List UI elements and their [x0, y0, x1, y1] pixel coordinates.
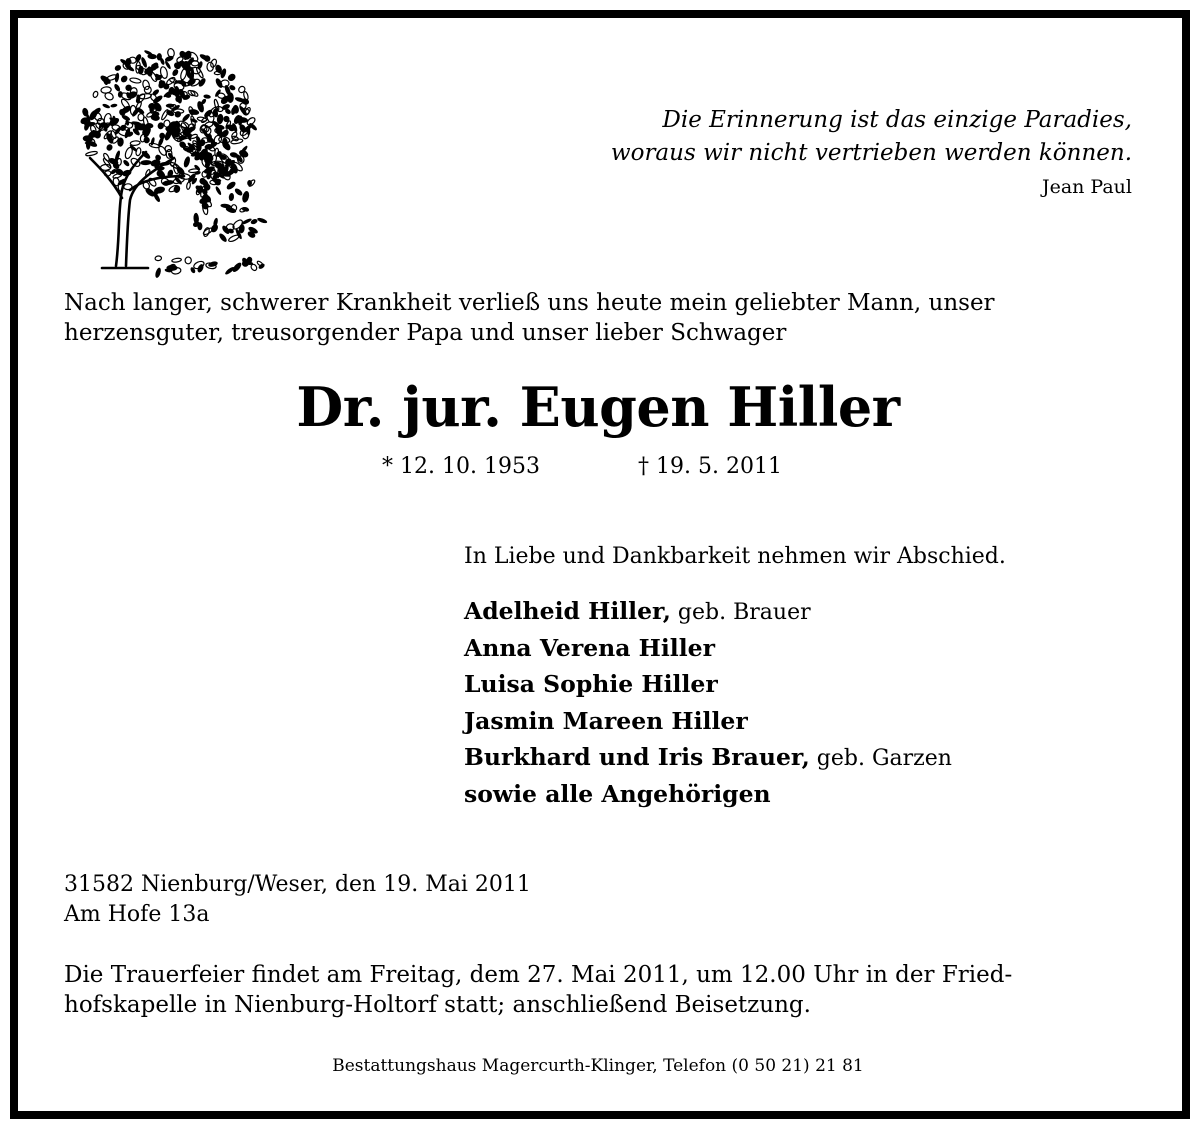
mourner-name: Anna Verena Hiller — [464, 633, 715, 662]
quote-author: Jean Paul — [1041, 176, 1132, 198]
funeral-home-contact: Bestattungshaus Magercurth-Klinger, Telefon (0 50 21) 21 81 — [332, 1056, 864, 1076]
mourner-name: Adelheid Hiller, — [464, 597, 671, 625]
quote — [420, 104, 1132, 170]
street-address: Am Hofe 13a — [64, 902, 210, 927]
funeral-line-1: Die Trauerfeier findet am Freitag, dem 27. Mai 2011, um 12.00 Uhr in der Fried- — [64, 962, 1013, 988]
intro-text — [64, 288, 1132, 348]
deceased-name: Dr. jur. Eugen Hiller — [296, 375, 900, 439]
intro-line-2: herzensguter, treusorgender Papa und unser lieber Schwager — [64, 320, 787, 346]
funeral-notice — [64, 960, 1132, 1020]
death-date: † 19. 5. 2011 — [638, 454, 782, 479]
farewell-text: In Liebe und Dankbarkeit nehmen wir Abschied. — [464, 544, 1006, 569]
mourner-name: Luisa Sophie Hiller — [464, 670, 718, 698]
mourner-entry — [464, 631, 1124, 668]
place-date: 31582 Nienburg/Weser, den 19. Mai 2011 — [64, 872, 531, 897]
mourners-list — [464, 594, 1124, 813]
funeral-line-2: hofskapelle in Nienburg-Holtorf statt; anschließend Beisetzung. — [64, 992, 811, 1018]
mourner-note: geb. Brauer — [677, 600, 811, 625]
birth-date: * 12. 10. 1953 — [382, 454, 540, 479]
mourner-entry — [464, 777, 1124, 814]
mourner-entry — [464, 667, 1124, 704]
mourner-entry — [464, 594, 1124, 631]
tree-icon — [64, 30, 274, 280]
mourner-note: geb. Garzen — [816, 746, 952, 771]
quote-line-1: Die Erinnerung ist das einzige Paradies, — [662, 107, 1132, 133]
mourner-name: sowie alle Angehörigen — [464, 779, 771, 808]
mourner-name: Burkhard und Iris Brauer, — [464, 743, 810, 771]
quote-line-2: woraus wir nicht vertrieben werden können. — [610, 140, 1132, 166]
intro-line-1: Nach langer, schwerer Krankheit verließ uns heute mein geliebter Mann, unser — [64, 290, 995, 316]
mourner-name: Jasmin Mareen Hiller — [464, 706, 748, 735]
mourner-entry — [464, 704, 1124, 741]
mourner-entry — [464, 740, 1124, 777]
